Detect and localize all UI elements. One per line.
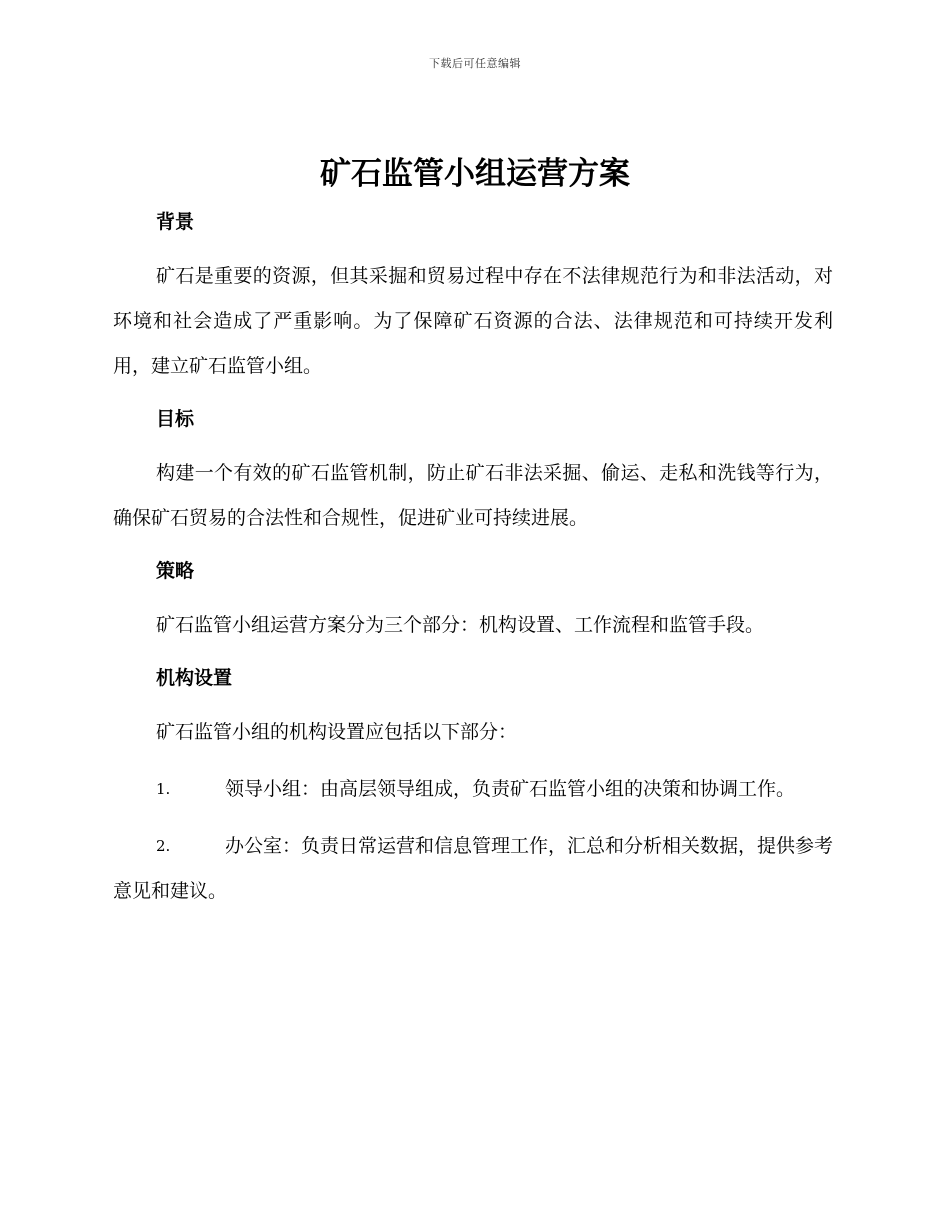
list-item-text: 领导小组：由高层领导组成，负责矿石监管小组的决策和协调工作。 (225, 778, 796, 800)
section-heading-strategy: 策略 (156, 560, 195, 582)
paragraph-goal: 构建一个有效的矿石监管机制，防止矿石非法采掘、偷运、走私和洗钱等行为，确保矿石贸易的合法性和合规性，促进矿业可持续进展。 (113, 462, 833, 529)
section-heading-goal: 目标 (156, 408, 195, 430)
paragraph-strategy: 矿石监管小组运营方案分为三个部分：机构设置、工作流程和监管手段。 (156, 614, 765, 636)
section-heading-organization: 机构设置 (156, 667, 233, 689)
list-item (113, 824, 833, 914)
document-body (113, 204, 833, 914)
list-item (113, 767, 833, 812)
page-header-note: 下载后可任意编辑 (429, 57, 521, 70)
section-heading-background: 背景 (156, 211, 195, 233)
list-item-number: 1. (156, 780, 171, 798)
document-title: 矿石监管小组运营方案 (320, 156, 630, 192)
list-item-number: 2. (156, 837, 171, 855)
paragraph-organization-intro: 矿石监管小组的机构设置应包括以下部分： (156, 721, 518, 743)
paragraph-background: 矿石是重要的资源，但其采掘和贸易过程中存在不法律规范行为和非法活动，对环境和社会造成了严重影响。为了保障矿石资源的合法、法律规范和可持续开发利用，建立矿石监管小组。 (113, 265, 833, 377)
list-item-text: 办公室：负责日常运营和信息管理工作，汇总和分析相关数据，提供参考意见和建议。 (113, 835, 834, 902)
